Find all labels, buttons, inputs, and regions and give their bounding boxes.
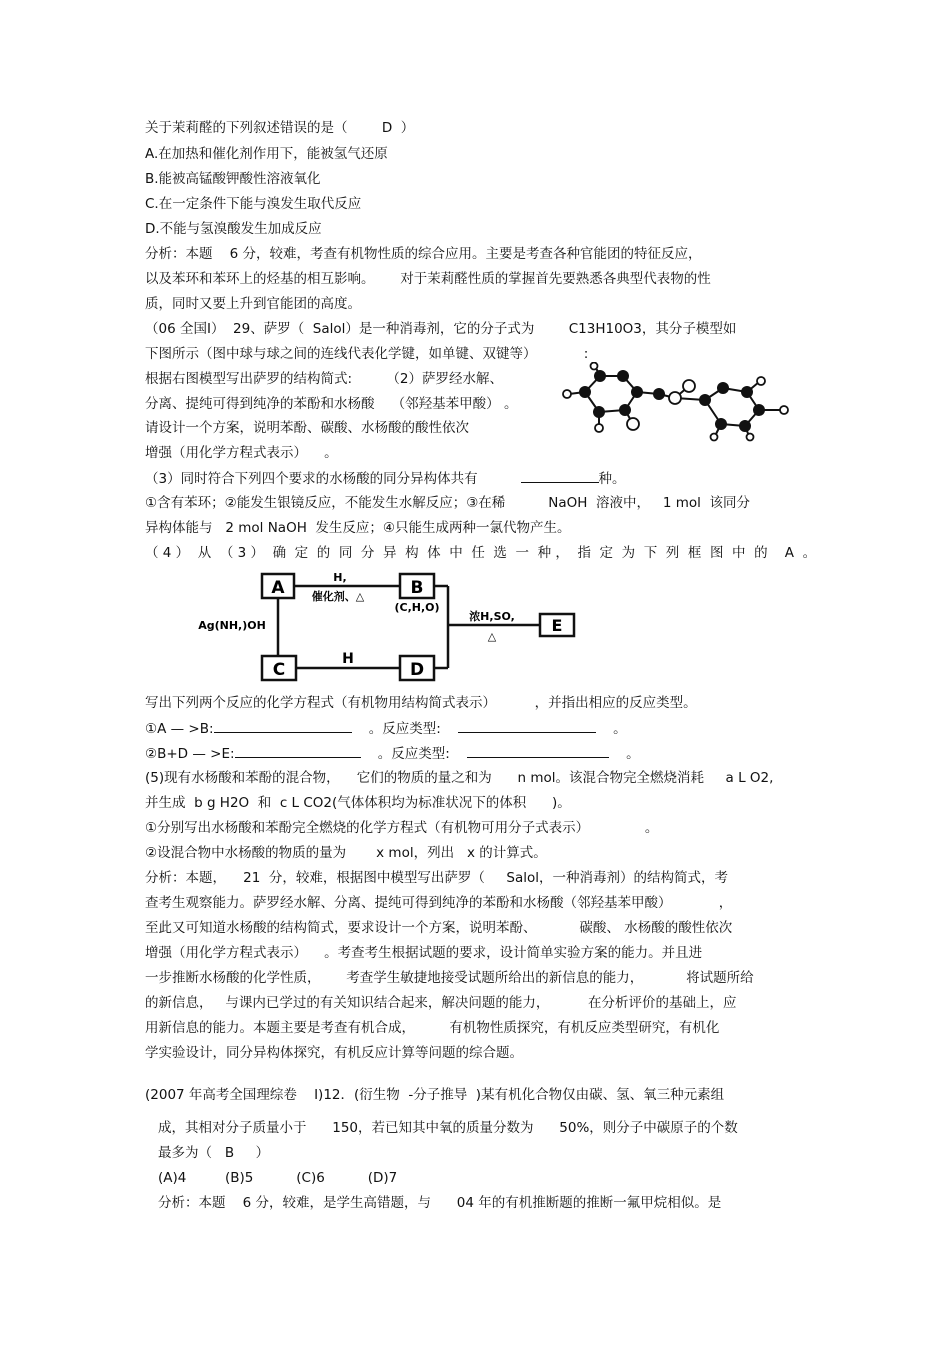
answer-blank[interactable] — [458, 718, 596, 733]
analysis-line: 用新信息的能力。本题主要是考查有机合成， 有机物性质探究，有机反应类型研究，有机化 — [145, 1020, 720, 1036]
option-d: D.不能与氢溴酸发生加成反应 — [145, 221, 322, 237]
question-29-line: 请设计一个方案，说明苯酚、碳酸、水杨酸的酸性依次 — [145, 420, 469, 436]
box-a-label: A — [271, 578, 285, 598]
question-2007-options: (A)4 (B)5 (C)6 (D)7 — [158, 1170, 398, 1186]
subquestion-5: (5)现有水杨酸和苯酚的混合物， 它们的物质的量之和为 n mol。该混合物完全燃烧消耗 a L O2, — [145, 770, 774, 786]
subquestion-3: （3）同时符合下列四个要求的水杨酸的同分异构体共有 种。 — [145, 468, 626, 489]
reaction-flowchart — [190, 568, 590, 688]
equation-a-b: ①A — >B: 。反应类型: 。 — [145, 718, 627, 739]
answer-blank[interactable] — [521, 468, 599, 483]
box-c-label: C — [272, 660, 286, 680]
arrow-ab-top: H, — [333, 571, 347, 584]
question-stem: 关于茉莉醛的下列叙述错误的是（ D ） — [145, 120, 415, 136]
option-a: A.在加热和催化剂作用下，能被氢气还原 — [145, 146, 388, 162]
subquestion-3-line: ①含有苯环；②能发生银镜反应，不能发生水解反应；③在稀 NaOH 溶液中， 1 mol 该同分 — [145, 495, 750, 511]
answer-blank[interactable] — [214, 718, 352, 733]
subquestion-3-line: 异构体能与 2 mol NaOH 发生反应；④只能生成两种一氯代物产生。 — [145, 520, 571, 536]
subquestion-4-instruction: 写出下列两个反应的化学方程式（有机物用结构简式表示） ，并指出相应的反应类型。 — [145, 695, 697, 711]
analysis-line: 分析：本题 6 分，较难，是学生高错题，与 04 年的有机推断题的推断一氟甲烷相似。是 — [158, 1195, 722, 1211]
arrow-cd-label: H — [342, 651, 354, 667]
subquestion-5-line: ②设混合物中水杨酸的物质的量为 x mol，列出 x 的计算式。 — [145, 845, 547, 861]
subquestion-4: （ 4 ） 从 （ 3 ） 确 定 的 同 分 异 构 体 中 任 选 一 种 ， 指 定 为 下 列 框 图 中 的 A 。 — [145, 545, 817, 561]
analysis-line: 分析：本题， 21 分，较难，根据图中模型写出萨罗（ Salol，一种消毒剂）的结构简式，考 — [145, 870, 728, 886]
option-c: C.在一定条件下能与溴发生取代反应 — [145, 196, 362, 212]
question-2007-stem: (2007 年高考全国理综卷 I)12．(衍生物 -分子推导 )某有机化合物仅由碳、氢、氧三种元素组 — [145, 1087, 725, 1103]
arrow-ac-label: Ag(NH,)OH — [198, 619, 266, 632]
subquestion-5-line: ①分别写出水杨酸和苯酚完全燃烧的化学方程式（有机物可用分子式表示） 。 — [145, 820, 659, 836]
question-29-line: 增强（用化学方程式表示） 。 — [145, 445, 338, 461]
question-29-line: 根据右图模型写出萨罗的结构简式: （2）萨罗经水解、 — [145, 371, 503, 387]
question-2007-line: 最多为（ B ） — [158, 1145, 270, 1161]
equation-bd-e: ②B+D — >E: 。反应类型: 。 — [145, 743, 640, 764]
box-e-label: E — [551, 616, 563, 635]
question-29-line: 分离、提纯可得到纯净的苯酚和水杨酸 （邻羟基苯甲酸） 。 — [145, 396, 518, 412]
analysis-line: 的新信息， 与课内已学过的有关知识结合起来，解决问题的能力， 在分析评价的基础上，应 — [145, 995, 737, 1011]
analysis-line: 一步推断水杨酸的化学性质， 考查学生敏捷地接受试题所给出的新信息的能力， 将试题所给 — [145, 970, 754, 986]
option-b: B.能被高锰酸钾酸性溶液氧化 — [145, 171, 321, 187]
box-d-label: D — [409, 660, 425, 680]
analysis-line: 学实验设计，同分异构体探究，有机反应计算等问题的综合题。 — [145, 1045, 523, 1061]
analysis-line: 质，同时又要上升到官能团的高度。 — [145, 296, 361, 312]
answer-blank[interactable] — [467, 743, 609, 758]
answer-blank[interactable] — [235, 743, 361, 758]
analysis-line: 分析：本题 6 分，较难，考查有机物性质的综合应用。主要是考查各种官能团的特征反应， — [145, 246, 702, 262]
box-b-label: B — [410, 578, 424, 598]
box-b-formula: (C,H,O) — [394, 601, 440, 614]
question-29-stem: 下图所示（图中球与球之间的连线代表化学键，如单键、双键等） : — [145, 346, 589, 362]
analysis-line: 查考生观察能力。萨罗经水解、分离、提纯可得到纯净的苯酚和水杨酸（邻羟基苯甲酸） ， — [145, 895, 733, 911]
question-29-stem: （06 全国Ⅰ） 29、萨罗（ Salol）是一种消毒剂，它的分子式为 C13H10O3，其分子模型如 — [145, 321, 737, 337]
arrow-be-bottom: △ — [487, 630, 497, 643]
analysis-line: 增强（用化学方程式表示） 。考查考生根据试题的要求，设计简单实验方案的能力。并且进 — [145, 945, 703, 961]
subquestion-5-line: 并生成 b g H2O 和 c L CO2(气体体积均为标准状况下的体积 )。 — [145, 795, 571, 811]
arrow-be-top: 浓H,SO, — [469, 610, 515, 623]
salol-molecule-model — [555, 362, 800, 442]
analysis-line: 以及苯环和苯环上的烃基的相互影响。 对于茉莉醛性质的掌握首先要熟悉各典型代表物的性 — [145, 271, 711, 287]
question-2007-line: 成，其相对分子质量小于 150，若已知其中氧的质量分数为 50%，则分子中碳原子的个数 — [158, 1120, 738, 1136]
analysis-line: 至此又可知道水杨酸的结构简式，要求设计一个方案，说明苯酚、 碳酸、 水杨酸的酸性依次 — [145, 920, 733, 936]
arrow-ab-bottom: 催化剂、△ — [311, 590, 365, 603]
